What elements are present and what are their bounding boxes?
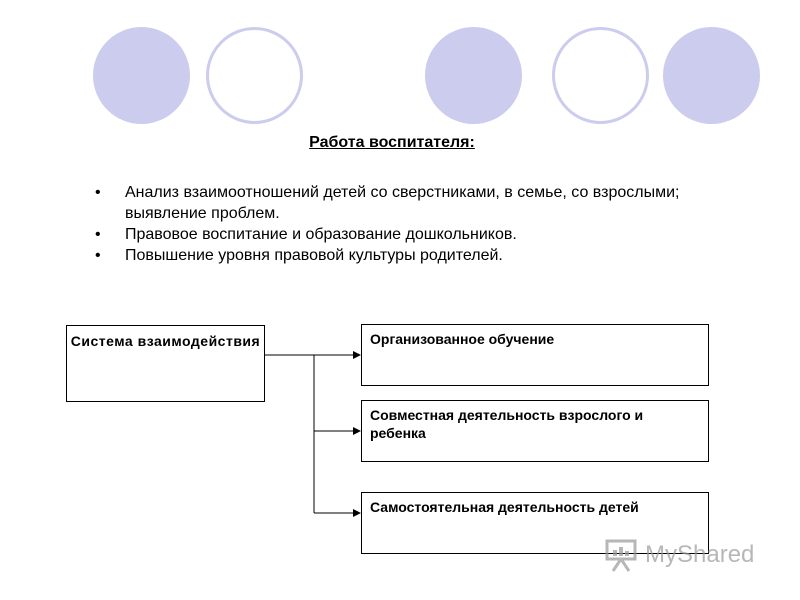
bullet-icon: •	[95, 247, 101, 264]
bullet-text: Повышение уровня правовой культуры родителей.	[125, 247, 503, 264]
diagram-main-label: Система взаимодействия	[70, 333, 261, 349]
watermark-text: MyShared	[645, 541, 755, 568]
diagram-item-box-2	[361, 400, 709, 462]
presentation-board-icon	[605, 537, 639, 573]
watermark	[605, 535, 765, 575]
diagram-main-box	[66, 325, 265, 402]
diagram-item-label: Совместная деятельность взрослого и ребенка	[370, 407, 644, 441]
bullet-icon: •	[95, 184, 101, 201]
diagram-item-label: Самостоятельная деятельность детей	[370, 499, 639, 515]
bullet-text: Правовое воспитание и образование дошкольников.	[125, 226, 517, 243]
diagram-item-box-1	[361, 324, 709, 386]
bullet-text: Анализ взаимоотношений детей со сверстниками, в семье, со взрослыми; выявление проблем.	[125, 184, 680, 222]
bullet-icon: •	[95, 226, 101, 243]
diagram-item-label: Организованное обучение	[370, 331, 555, 347]
slide-title: Работа воспитателя:	[309, 134, 475, 151]
